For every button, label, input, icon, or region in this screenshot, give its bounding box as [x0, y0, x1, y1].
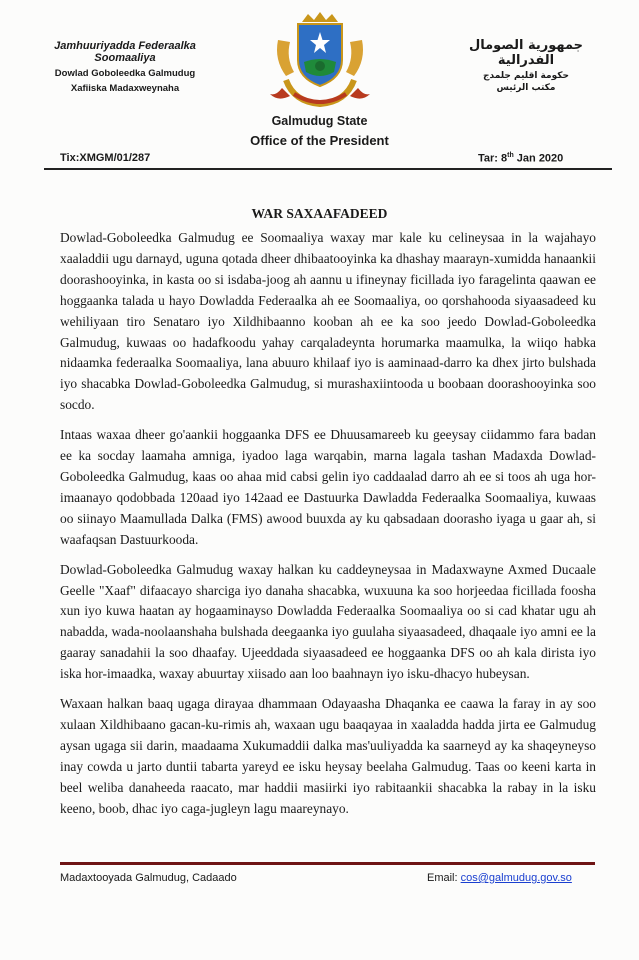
document-title: WAR SAXAAFADEED — [251, 206, 388, 221]
header-state-name-arabic: حكومة اقليم جلمدج — [483, 71, 569, 81]
header-divider — [44, 168, 612, 170]
footer-email-block — [427, 872, 572, 884]
office-name: Office of the President — [250, 133, 389, 148]
state-name: Galmudug State — [271, 114, 368, 128]
footer-divider — [60, 862, 595, 865]
header-office-somali: Xafiiska Madaxweynaha — [70, 83, 180, 94]
date-rest: Jan 2020 — [513, 152, 564, 165]
footer-email-label: Email: — [427, 872, 461, 884]
header-republic-name-arabic: جمهورية الصومال الفدرالية — [468, 38, 584, 68]
date-prefix: Tar: 8 — [478, 152, 508, 165]
body-paragraph: Intaas waxaa dheer go'aankii hoggaanka DFS ee Dhuusamareeb ku geeysay ciidammo fara badan ee ka socday laamaha amniga, iyadoo laga warqabin, marna lagala tashan Madaxda Dowlad-Goboleedka Galmudug, kaas oo ahaa mid cabsi gelin iyo caddaalad darro ah ee si toos ah uga hor-imaanayo qodobbada 120aad iyo 142aad ee Dastuurka Dawladda Federaalka Soomaaliya, kuwaas oo siinayo Maamullada Dalka (FMS) awood buuxda ay ku qabsadaan doorasho iyaga u gaar ah, si waafaqsan Dastuurkooda. — [60, 427, 596, 547]
galmudug-emblem-icon — [264, 10, 376, 110]
footer-address: Madaxtooyada Galmudug, Cadaado — [60, 872, 237, 884]
footer-email-link[interactable]: cos@galmudug.gov.so — [460, 872, 572, 884]
document-body — [60, 228, 596, 828]
date-suffix: th — [507, 152, 514, 159]
header-state-name-somali: Dowlad Goboleedka Galmudug — [54, 68, 196, 79]
body-paragraph: Dowlad-Goboleedka Galmudug waxay halkan ku caddeyneysaa in Madaxwayne Axmed Ducaale Geelle "Xaaf" difaacayo sharciga iyo danaha shacabka, wuxuuna ka soo horjeedaa ficillada foosha xun iyo kuwa haatan ay hogaaminayso Dowladda Federaalka Soomaaliya oo si cad khatar ugu ah nabadda, wada-noolaanshaha bulshada deegaanka iyo guulaha siyaasadeed, dhaqaale iyo amni ee la gaaray sanadahii la soo dhaafay. Ujeeddada siyaasadeed ee hoggaanka DFS oo ah kala dirista iyo iska hor-imaadka, waxay abuurtay xiisado aan loo baahnayn iyo isku-dhacyo hubeysan. — [60, 561, 596, 682]
header-left-block — [40, 40, 210, 94]
header-office-arabic: مكتب الرئيس — [496, 83, 556, 93]
body-paragraph: Waxaan halkan baaq ugaga dirayaa dhammaan Odayaasha Dhaqanka ee caawa la faray in ay soo xulaan Xildhibaano gacan-ku-rimis ah, waxaan ugu baaqayaa in xaaladda hadda jirta ee Galmudug aysan ugaga sii darin, maadaama Xukumaddii dalka mas'uuliyadda ka saarneyd ay ka shaqeyneyso inay cowda u jarto duntii tabarta yareyd ee isku heysay beelaha Galmudug. Taas oo keeni karta in beel weliba danaheeda raacato, mar haddii masiirki iyo rabitaankii shacabka la rabay in la isku keeno, boob, dhac iyo caga-jugleyn lagu maareynayo. — [60, 696, 596, 816]
reference-number: Tix:XMGM/01/287 — [60, 152, 151, 164]
header-right-block — [441, 38, 611, 93]
document-date — [478, 152, 563, 165]
header-republic-name: Jamhuuriyadda Federaalka Soomaaliya — [54, 40, 196, 64]
body-paragraph: Dowlad-Goboleedka Galmudug ee Soomaaliya waxay mar kale ku celineysaa in la wajahayo xaaladdii ugu darnayd, uguna qotada dheer dhibaatooyinka ka dhashay maarayn-xumidda hanaankii doorashooyinka, in kasta oo si isdaba-joog ah aannu u ifineynay ficillada iyo faragelinta qaawan ee hoggaanka talada u hayo Dowladda Federaalka ah ee Soomaaliya, oo qorshahooda siyaasadeed ku wehiliyaan tiro Senataro iyo Xildhibaanno kooban ah ee ka soo jeedo Dowlad-Goboleedka Galmudug, kuwaas oo hadafkoodu yahay carqaladeynta horumarka maamulka, la wiiqo habka nidaamka federaalka Soomaaliya, lana abuuro khilaaf iyo is aaminaad-darro ka dhex jirto bulshada iyo shacabka Dowlad-Goboleedka Galmudug, si murashaxiintooda u boobaan doorashooyinka soo socdo. — [60, 230, 596, 413]
